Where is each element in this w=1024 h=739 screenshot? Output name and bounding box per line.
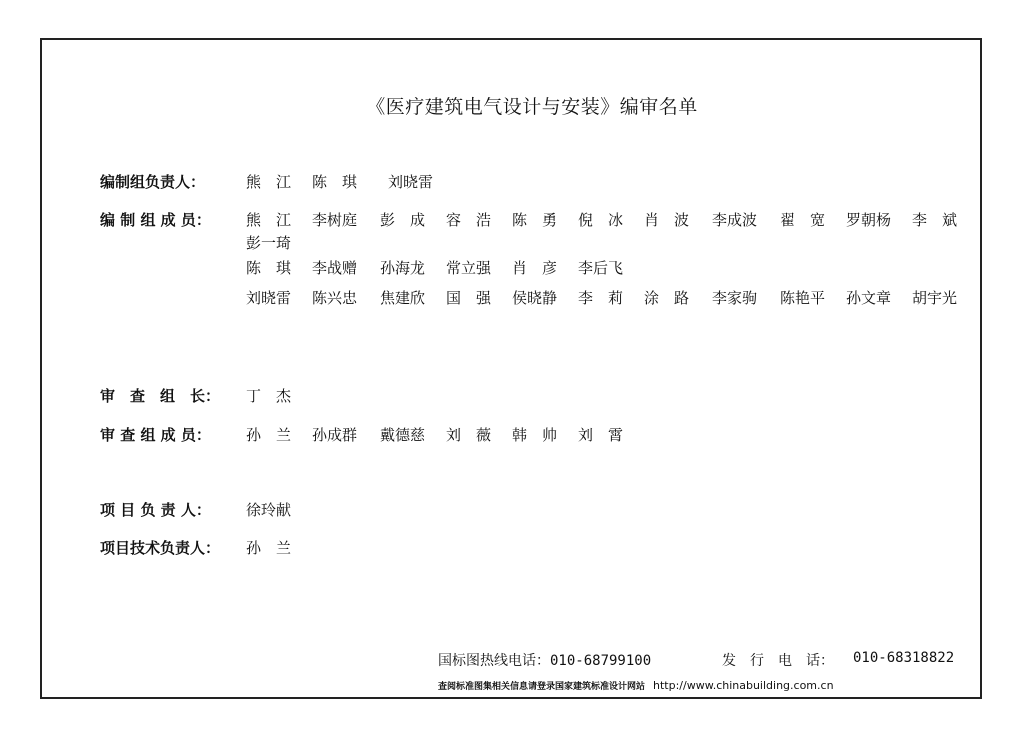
person-name: 徐玲献 xyxy=(246,501,292,519)
hotline-number: 010-68799100 xyxy=(550,653,652,669)
person-name: 李树庭 xyxy=(312,211,358,229)
person-name: 李后飞 xyxy=(578,259,624,277)
person-name: 彭 成 xyxy=(380,211,426,229)
person-name: 李 莉 xyxy=(578,289,624,307)
issue-phone-number: 010-68318822 xyxy=(853,650,955,666)
person-name: 肖 波 xyxy=(644,211,690,229)
person-name: 涂 路 xyxy=(644,289,690,307)
person-name: 侯晓静 xyxy=(512,289,558,307)
person-name: 常立强 xyxy=(446,259,492,277)
person-name: 肖 彦 xyxy=(512,259,558,277)
person-name: 丁 杰 xyxy=(246,387,292,405)
footer-website xyxy=(438,679,834,692)
person-name: 翟 宽 xyxy=(780,211,826,229)
page-border xyxy=(40,38,982,699)
person-name: 李战赠 xyxy=(312,259,358,277)
person-name: 熊 江 xyxy=(246,211,292,229)
person-name: 刘晓雷 xyxy=(246,289,292,307)
review-lead-label: 审 查 组 长： xyxy=(100,387,221,405)
compile-members-label: 编 制 组 成 员： xyxy=(100,211,211,229)
person-name: 陈 勇 xyxy=(512,211,558,229)
review-members-label: 审 查 组 成 员： xyxy=(100,426,211,444)
person-name: 刘晓雷 xyxy=(388,173,434,191)
person-name: 李家驹 xyxy=(712,289,758,307)
person-name: 焦建欣 xyxy=(380,289,426,307)
person-name: 李 斌 xyxy=(912,211,958,229)
person-name: 孙 兰 xyxy=(246,426,292,444)
person-name: 陈 琪 xyxy=(312,173,358,191)
website-link[interactable]: http://www.chinabuilding.com.cn xyxy=(653,679,834,692)
person-name: 陈艳平 xyxy=(780,289,826,307)
project-tech-lead-label: 项目技术负责人： xyxy=(100,539,221,557)
person-name: 李成波 xyxy=(712,211,758,229)
person-name: 戴德慈 xyxy=(380,426,426,444)
person-name: 国 强 xyxy=(446,289,492,307)
person-name: 彭一琦 xyxy=(246,234,292,252)
person-name: 刘 霄 xyxy=(578,426,624,444)
person-name: 陈 琪 xyxy=(246,259,292,277)
hotline-label: 国标图热线电话： xyxy=(438,653,550,669)
issue-phone-label: 发 行 电 话： xyxy=(722,653,834,669)
person-name: 孙成群 xyxy=(312,426,358,444)
person-name: 刘 薇 xyxy=(446,426,492,444)
website-notice: 查阅标准图集相关信息请登录国家建筑标准设计网站 xyxy=(438,682,646,692)
footer-phones xyxy=(438,650,955,670)
person-name: 陈兴忠 xyxy=(312,289,358,307)
person-name: 孙海龙 xyxy=(380,259,426,277)
person-name: 韩 帅 xyxy=(512,426,558,444)
person-name: 熊 江 xyxy=(246,173,292,191)
person-name: 胡宇光 xyxy=(912,289,958,307)
person-name: 孙文章 xyxy=(846,289,892,307)
person-name: 容 浩 xyxy=(446,211,492,229)
page-title: 《医疗建筑电气设计与安装》编审名单 xyxy=(366,96,698,118)
compile-lead-label: 编制组负责人： xyxy=(100,173,206,191)
person-name: 罗朝杨 xyxy=(846,211,892,229)
person-name: 孙 兰 xyxy=(246,539,292,557)
person-name: 倪 冰 xyxy=(578,211,624,229)
project-lead-label: 项 目 负 责 人： xyxy=(100,501,211,519)
